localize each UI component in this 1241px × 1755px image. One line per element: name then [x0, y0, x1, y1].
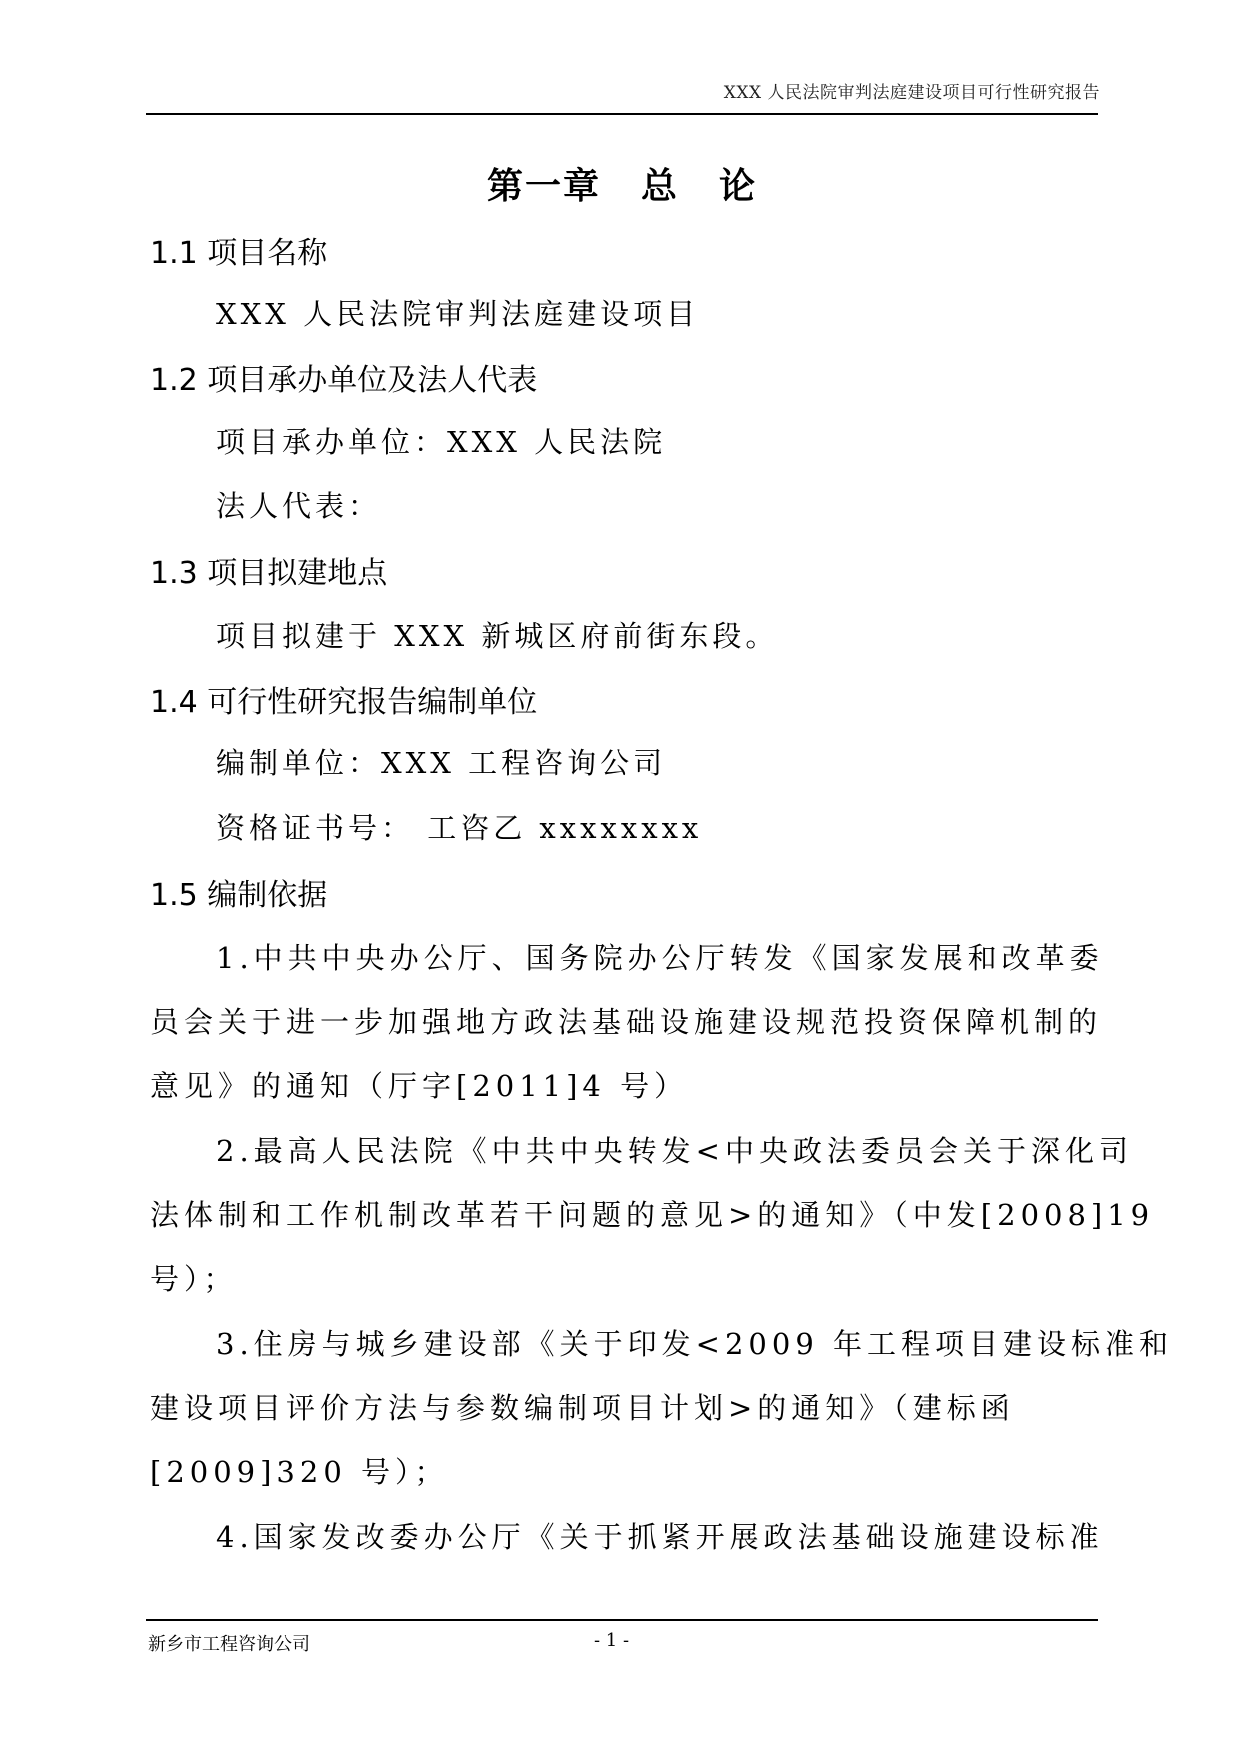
basis-2-line-2: 法体制和工作机制改革若干问题的意见>的通知》（中发[2008]19	[150, 1198, 1155, 1232]
undertaking-unit: 项目承办单位：XXX 人民法院	[216, 425, 667, 459]
qualification-number: 资格证书号： 工咨乙 xxxxxxxx	[216, 811, 703, 845]
basis-2-line-3: 号）；	[150, 1262, 238, 1296]
section-heading-1-4: 1.4 可行性研究报告编制单位	[150, 685, 538, 720]
section-heading-1-3: 1.3 项目拟建地点	[150, 556, 388, 591]
footer-company: 新乡市工程咨询公司	[148, 1634, 310, 1655]
legal-representative: 法人代表：	[216, 489, 382, 523]
project-name: XXX 人民法院审判法庭建设项目	[216, 297, 700, 331]
footer-rule	[146, 1619, 1098, 1621]
chapter-title	[146, 158, 1098, 209]
project-location: 项目拟建于 XXX 新城区府前街东段。	[216, 619, 779, 653]
chapter-number: 第一章	[486, 166, 601, 207]
section-heading-1-5: 1.5 编制依据	[150, 878, 328, 913]
chapter-word-1: 总	[640, 166, 679, 207]
basis-3-line-3: [2009]320 号）；	[150, 1455, 449, 1489]
compiling-unit: 编制单位：XXX 工程咨询公司	[216, 746, 667, 780]
chapter-word-2: 论	[719, 166, 758, 207]
basis-1-line-1: 1.中共中央办公厅、国务院办公厅转发《国家发展和改革委	[216, 941, 1104, 975]
running-header: XXX 人民法院审判法庭建设项目可行性研究报告	[723, 83, 1100, 103]
basis-2-line-1: 2.最高人民法院《中共中央转发<中央政法委员会关于深化司	[216, 1134, 1133, 1168]
basis-1-line-3: 意见》的通知（厅字[2011]4 号）	[150, 1069, 689, 1103]
basis-4-line-1: 4.国家发改委办公厅《关于抓紧开展政法基础设施建设标准	[216, 1520, 1104, 1554]
section-heading-1-1: 1.1 项目名称	[150, 236, 328, 271]
header-rule	[146, 113, 1098, 115]
basis-3-line-2: 建设项目评价方法与参数编制项目计划>的通知》（建标函	[150, 1391, 1015, 1425]
section-heading-1-2: 1.2 项目承办单位及法人代表	[150, 363, 538, 398]
basis-1-line-2: 员会关于进一步加强地方政法基础设施建设规范投资保障机制的	[150, 1005, 1103, 1039]
basis-3-line-1: 3.住房与城乡建设部《关于印发<2009 年工程项目建设标准和	[216, 1327, 1173, 1361]
page-number: - 1 -	[594, 1630, 630, 1651]
